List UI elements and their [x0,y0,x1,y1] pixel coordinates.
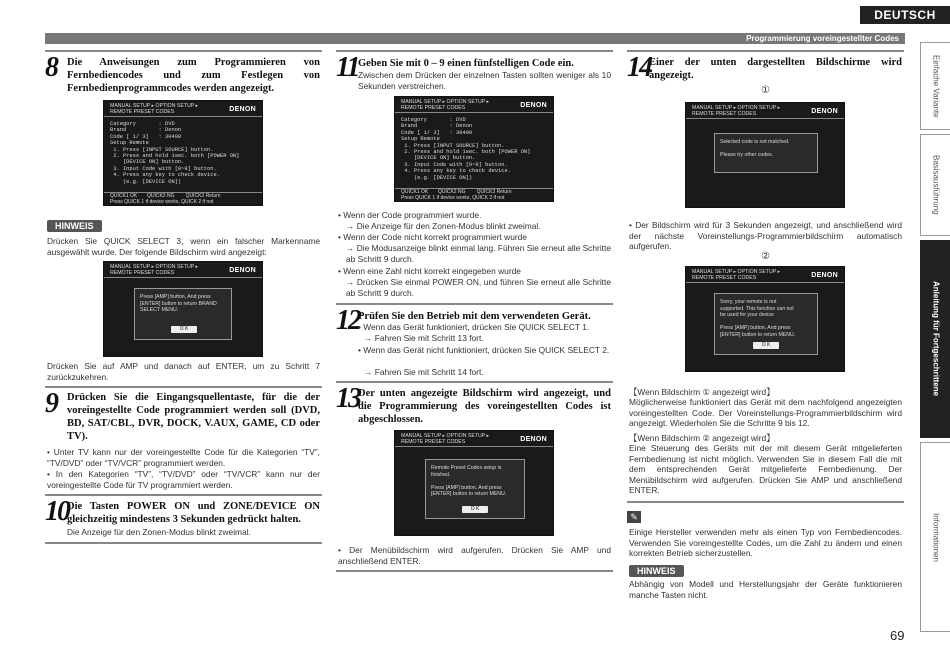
osd-screen [103,261,263,357]
divider [336,570,613,572]
ok-button[interactable]: O K [171,326,197,333]
divider [627,501,904,503]
screen-dialog [714,133,818,173]
bullet: • In den Kategorien “TV”, “TV/DVD” oder “TV/VCR” kann nur der voreingestellte Code für TV programmiert werden. [47,469,320,490]
note-pencil-icon: ✎ [627,511,641,523]
divider [45,50,322,52]
step-number: 14 [627,52,651,83]
column-left [45,50,322,550]
bullet: • Wenn das Gerät funktioniert, drücken Sie QUICK SELECT 1. [358,322,590,332]
tab-anleitung-fortgeschrittene[interactable]: Anleitung für Fortgeschrittene [920,240,950,438]
osd-screen [394,430,554,536]
divider [45,386,322,388]
hint-text: Drücken Sie QUICK SELECT 3, wenn ein falscher Markenname ausgewählt wurde. Der folgende Bildschirm wird angezeigt: [47,236,320,257]
divider [45,494,322,496]
screen-header: MANUAL SETUP ▸ OPTION SETUP ▸ REMOTE PRESET CODES [401,433,490,445]
step-subtext: Die Anzeige für den Zonen-Modus blinkt zweimal. [67,527,251,537]
divider [627,50,904,52]
denon-logo: DENON [229,106,256,113]
screen-header: MANUAL SETUP ▸ OPTION SETUP ▸ REMOTE PRESET CODES [110,103,199,115]
osd-screen [103,100,263,206]
screen-marker-2: ② [761,251,770,262]
osd-screen [394,96,554,202]
hint-text: Abhängig von Modell und Herstellungsjahr der Geräte funktionieren manche Tasten nicht. [629,579,902,600]
step-title: Die Tasten POWER ON und ZONE/DEVICE ON gleichzeitig mindestens 3 Sekunden gedrückt halten. [67,501,320,525]
hinweis-label: HINWEIS [47,220,102,232]
step-title: Drücken Sie die Eingangsquellentaste, für die der voreingestellte Code programmiert werden soll (DVD, BD, SAT/CBL, DVR, DOCK, V.AUX, GAME, CD oder TV). [67,392,320,442]
bullet-result: → Drücken Sie einmal POWER ON, und führen Sie erneut alle Schritte ab Schritt 9 durch. [346,277,611,298]
denon-logo: DENON [811,272,838,279]
denon-logo: DENON [520,102,547,109]
dialog-text: Sorry, your remote is not supported. This function can not be used for your device Press [AMP] button, And press [ENTER] button to return MENU. [720,299,796,338]
osd-screen [685,266,845,372]
step-title: Einer der unten dargestellten Bildschirme wird angezeigt. [649,57,902,81]
divider [45,542,322,544]
screen-marker-1: ① [761,85,770,96]
hinweis-label: HINWEIS [629,565,684,577]
step-number: 11 [336,52,359,83]
screen-dialog [714,293,818,355]
divider [336,381,613,383]
divider [336,50,613,52]
bullet: • Wenn das Gerät nicht funktioniert, drücken Sie QUICK SELECT 2. [358,345,610,355]
screen-dialog [425,459,525,519]
bullet: • Wenn der Code nicht korrekt programmiert wurde [338,232,527,242]
bullet: • Wenn eine Zahl nicht korrekt eingegeben wurde [338,266,521,276]
osd-screen [685,102,845,208]
step-subtext: Zwischen dem Drücken der einzelnen Tasten sollten weniger als 10 Sekunden verstreichen. [358,70,611,91]
section-title: Programmierung voreingestellter Codes [746,34,899,43]
step-title: Geben Sie mit 0 – 9 einen fünfstelligen Code ein. [358,58,574,69]
step-number: 13 [336,383,360,414]
note-text: Einige Hersteller verwenden mehr als einen Typ von Fernbediencodes. Verwenden Sie voreingestellte Codes, um die Zahl zu ändern und einen korrekten Betrieb sicherzustellen. [629,527,902,558]
step-title: Die Anweisungen zum Programmieren von Fernbediencodes und zum Festlegen von Fernbedienprogrammcodes werden angezeigt. [67,57,320,94]
bullet: • Unter TV kann nur der voreingestellte Code für die Kategorien “TV”, “TV/DVD” oder “TV/VCR” programmiert werden. [47,447,320,468]
step-number: 9 [45,388,57,419]
bullet-result: → Die Modusanzeige blinkt einmal lang. Führen Sie erneut alle Schritte ab Schritt 9 durch. [346,243,611,264]
dialog-text: Remote Preset Codes setup is finished. Press [AMP] button, And press [ENTER] button to return MENU. [431,465,507,498]
bullet-result: → Fahren Sie mit Schritt 13 fort. [364,333,484,343]
screen-body: Category : DVD Brand : Denon Code [ 1/ 3] : 30490 Setup Remote 1. Press [INPUT SOURCE] button. 2. Press and hold 1sec. both [POWER ON] [DEVICE ON] button. 3. Input Code with [0~9] button. 4. Press any key to check device. (e.g. [DEVICE ON]) [110,121,240,185]
bullet-result: → Die Anzeige für den Zonen-Modus blinkt zweimal. [346,221,541,231]
paragraph: Eine Steuerung des Geräts mit der mit diesem Gerät mitgelieferten Fernbedienung ist nicht möglich. Verwenden Sie in diesem Fall die mit dem entsprechenden Gerät mitgelieferte Fernbedienung. Der Menübildschirm wird aufgerufen. Drücken Sie AMP und anschließend ENTER. [629,443,902,495]
column-middle [336,50,613,575]
tab-einfache-variante[interactable]: Einfache Variante [920,42,950,130]
denon-logo: DENON [811,108,838,115]
bullet: • Der Menübildschirm wird aufgerufen. Drücken Sie AMP und anschließend ENTER. [338,545,611,566]
bullet-result: → Fahren Sie mit Schritt 14 fort. [364,367,484,377]
screen-header: MANUAL SETUP ▸ OPTION SETUP ▸ REMOTE PRESET CODES [692,105,781,117]
screen-footer: QUICK1 OK QUICK2 NG QUICK3 Return Press QUICK 1 if device works, QUICK 2 if not [401,189,512,201]
step-number: 10 [45,496,69,527]
section-header-bar [45,33,905,44]
step-title: Prüfen Sie den Betrieb mit dem verwendeten Gerät. [358,311,591,322]
dialog-text: Selected code is not matched. Please try other codes. [720,139,790,159]
screen-header: MANUAL SETUP ▸ OPTION SETUP ▸ REMOTE PRESET CODES [110,264,199,276]
bullet: • Wenn der Code programmiert wurde. [338,210,482,220]
tab-informationen[interactable]: Informationen [920,442,950,632]
screen-body: Category : DVD Brand : Denon Code [ 1/ 3] : 30490 Setup Remote 1. Press [INPUT SOURCE] button. 2. Press and hold 1sec. both [POWER ON] [DEVICE ON] button. 3. Input Code with [0~9] button. 4. Press any key to check device. (e.g. [DEVICE ON]) [401,117,531,181]
dialog-text: Press [AMP] button, And press [ENTER] button to return BRAND SELECT MENU. [140,294,217,314]
step-number: 12 [336,305,360,336]
step-title: Der unten angezeigte Bildschirm wird angezeigt, und die Programmierung des voreingestellten Codes ist abgeschlossen. [358,388,611,425]
paragraph: Möglicherweise funktioniert das Gerät mit dem nachfolgend angezeigten voreingestellten Code. Der Voreinstellungs-Programmierbildschirm wird angezeigt. Wiederholen Sie die Schritte 9 bis 12. [629,397,902,428]
screen-footer: QUICK1 OK QUICK2 NG QUICK3 Return Press QUICK 1 if device works, QUICK 2 if not [110,193,221,205]
paragraph: Drücken Sie auf AMP und danach auf ENTER, um zu Schritt 7 zurückzukehren. [47,361,320,382]
page-number: 69 [890,628,905,643]
screen-header: MANUAL SETUP ▸ OPTION SETUP ▸ REMOTE PRESET CODES [692,269,781,281]
bullet: • Der Bildschirm wird für 3 Sekunden angezeigt, und anschließend wird der nächste Voreinstellungs-Programmierbildschirm automatisch aufgerufen. [629,220,902,251]
ok-button[interactable]: O K [462,506,488,513]
tab-basisausfuehrung[interactable]: Basisausführung [920,134,950,236]
language-tab: DEUTSCH [860,6,950,24]
step-number: 8 [45,52,57,83]
denon-logo: DENON [229,267,256,274]
screen-dialog [134,288,232,340]
column-right [627,50,904,610]
ok-button[interactable]: O K [753,342,779,349]
condition-title: 【Wenn Bildschirm ① angezeigt wird】 [629,387,775,397]
condition-title: 【Wenn Bildschirm ② angezeigt wird】 [629,433,775,443]
divider [336,303,613,305]
screen-header: MANUAL SETUP ▸ OPTION SETUP ▸ REMOTE PRESET CODES [401,99,490,111]
denon-logo: DENON [520,436,547,443]
